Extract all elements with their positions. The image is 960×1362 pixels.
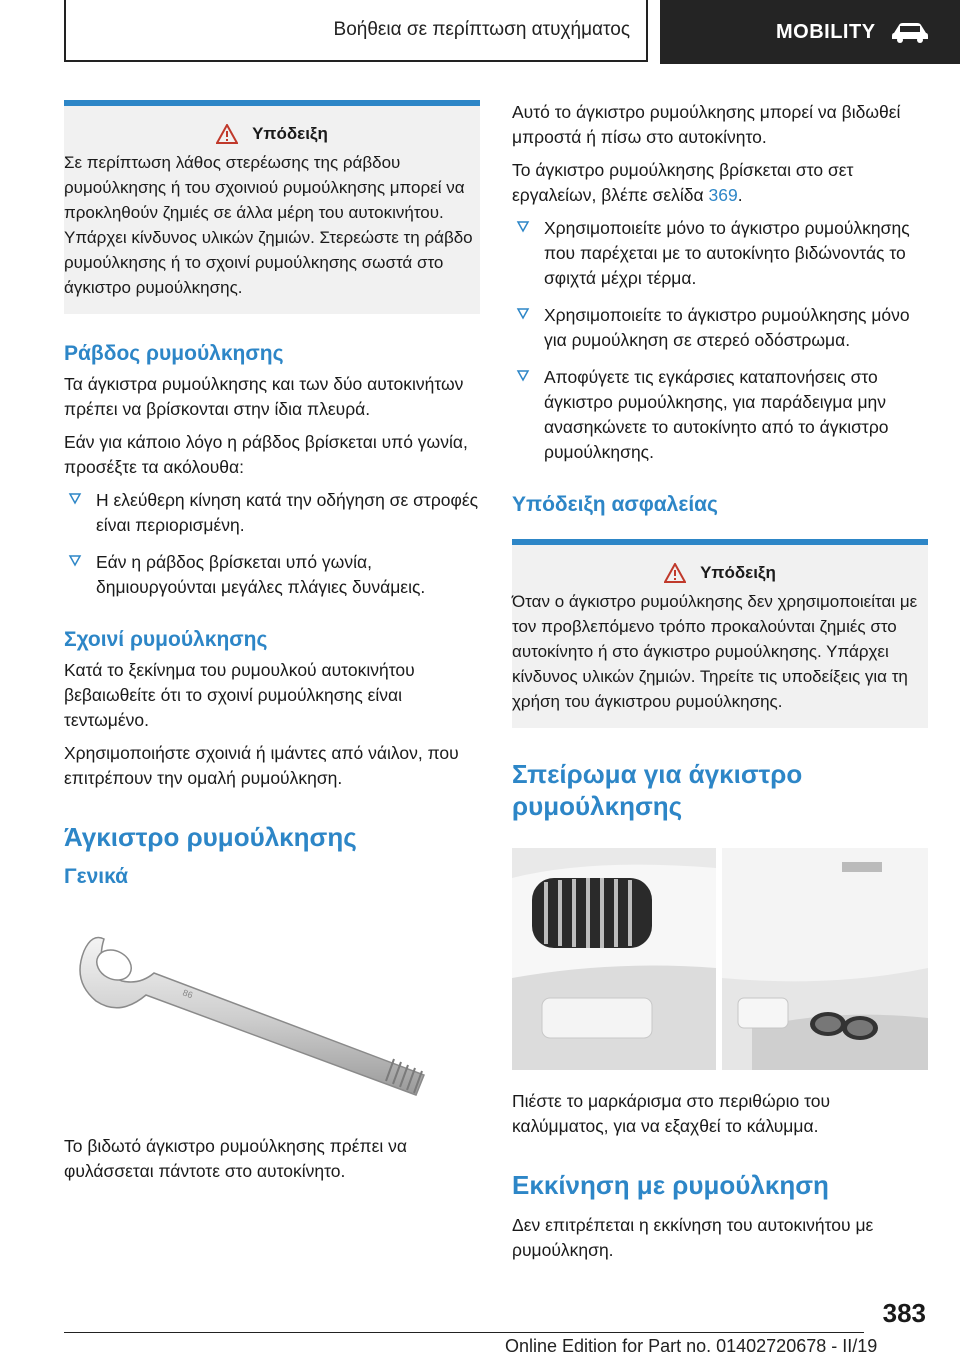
warning-note	[512, 539, 928, 728]
warning-triangle-icon	[216, 124, 238, 144]
chapter-title: Βοήθεια σε περίπτωση ατυχήματος	[333, 19, 630, 40]
tow-hook-image	[64, 899, 480, 1129]
triangle-bullet-icon	[68, 553, 82, 567]
left-column	[64, 100, 480, 1192]
heading-general: Γενικά	[64, 865, 129, 888]
list-item: Εάν η ράβδος βρίσκεται υπό γωνία, δημιουργούνται μεγάλες πλάγιες δυνάμεις.	[64, 550, 480, 600]
footer-edition: Online Edition for Part no. 01402720678 - II/19	[505, 1336, 878, 1356]
warning-triangle-icon	[664, 563, 686, 583]
page-link[interactable]: 369	[708, 185, 738, 205]
paragraph: Πιέστε το μαρκάρισμα στο περιθώριο του καλύμματος, για να εξαχθεί το κάλυμμα.	[512, 1091, 831, 1136]
paragraph: Το βιδωτό άγκιστρο ρυμούλκησης πρέπει να φυλάσσεται πάντοτε στο αυτοκίνητο.	[64, 1136, 408, 1181]
paragraph: Κατά το ξεκίνημα του ρυμουλκού αυτοκινήτου βεβαιωθείτε ότι το σχοινί ρυμούλκησης είναι τεντωμένο.	[64, 660, 415, 730]
heading-tow-hook: Άγκιστρο ρυμούλκησης	[64, 822, 357, 852]
heading-thread: Σπείρωμα για άγκιστρο ρυμούλκησης	[512, 759, 803, 821]
warning-note	[64, 100, 480, 314]
bullet-list	[64, 488, 480, 600]
list-item: Χρησιμοποιείτε μόνο το άγκιστρο ρυμούλκησης που παρέχεται με το αυτοκίνητο βιδώνοντάς το σφιχτά μέχρι τέρμα.	[512, 216, 928, 291]
tool-mark-label: 86	[181, 987, 195, 1001]
page-number: 383	[882, 1298, 926, 1328]
section-label: MOBILITY	[776, 20, 876, 43]
note-heading: Υπόδειξη	[512, 563, 928, 583]
paragraph: Εάν για κάποιο λόγο η ράβδος βρίσκεται υπό γωνία, προσέξτε τα ακόλουθα:	[64, 432, 468, 477]
paragraph: Τα άγκιστρα ρυμούλκησης και των δύο αυτοκινήτων πρέπει να βρίσκονται στην ίδια πλευρά.	[64, 374, 464, 419]
heading-safety: Υπόδειξη ασφαλείας	[512, 493, 718, 516]
heading-tow-bar: Ράβδος ρυμούλκησης	[64, 342, 284, 365]
triangle-bullet-icon	[516, 306, 530, 320]
car-front-rear-image	[512, 848, 928, 1070]
list-item: Χρησιμοποιείτε το άγκιστρο ρυμούλκησης μόνο για ρυμούλκηση σε στερεό οδόστρωμα.	[512, 303, 928, 353]
list-item: Η ελεύθερη κίνηση κατά την οδήγηση σε στροφές είναι περιορισμένη.	[64, 488, 480, 538]
heading-tow-rope: Σχοινί ρυμούλκησης	[64, 628, 268, 651]
triangle-bullet-icon	[68, 491, 82, 505]
list-item: Αποφύγετε τις εγκάρσιες καταπονήσεις στο άγκιστρο ρυμούλκησης, για παράδειγμα μην ανασηκώνετε το αυτοκίνητο από το άγκιστρο ρυμούλκησης.	[512, 365, 928, 465]
paragraph: Αυτό το άγκιστρο ρυμούλκησης μπορεί να βιδωθεί μπροστά ή πίσω στο αυτοκίνητο.	[512, 102, 901, 147]
bullet-list	[512, 216, 928, 465]
triangle-bullet-icon	[516, 219, 530, 233]
note-text: Σε περίπτωση λάθος στερέωσης της ράβδου ρυμούλκησης ή του σχοινιού ρυμούλκησης μπορεί να προκληθούν ζημιές σε άλλα μέρη του αυτοκινήτου. Υπάρχει κίνδυνος υλικών ζημιών. Στερεώστε τη ράβδο ρυμούλκησης ή το σχοινί ρυμούλκησης σωστά στο άγκιστρο ρυμούλκησης.	[64, 153, 473, 297]
heading-tow-start: Εκκίνηση με ρυμούλκηση	[512, 1170, 829, 1200]
note-text: Όταν ο άγκιστρο ρυμούλκησης δεν χρησιμοποιείται με τον προβλεπόμενο τρόπο προκαλούνται ζημιές στο αυτοκίνητο ή στο άγκιστρο ρυμούλκησης. Υπάρχει κίνδυνος υλικών ζημιών. Τηρείτε τις υποδείξεις για τη χρήση του άγκιστρου ρυμούλκησης.	[512, 592, 918, 711]
car-icon	[890, 21, 930, 43]
paragraph: Δεν επιτρέπεται η εκκίνηση του αυτοκινήτου με ρυμούλκηση.	[512, 1215, 874, 1260]
paragraph: Χρησιμοποιήστε σχοινιά ή ιμάντες από νάιλον, που επιτρέπουν την ομαλή ρυμούλκηση.	[64, 743, 459, 788]
footer-divider	[64, 1332, 864, 1333]
triangle-bullet-icon	[516, 368, 530, 382]
section-tab[interactable]	[660, 0, 960, 64]
paragraph-with-link: Το άγκιστρο ρυμούλκησης βρίσκεται στο σετ εργαλείων, βλέπε σελίδα 369.	[512, 160, 854, 205]
chapter-header	[64, 0, 648, 62]
right-column	[512, 100, 928, 1271]
note-heading: Υπόδειξη	[64, 124, 480, 144]
